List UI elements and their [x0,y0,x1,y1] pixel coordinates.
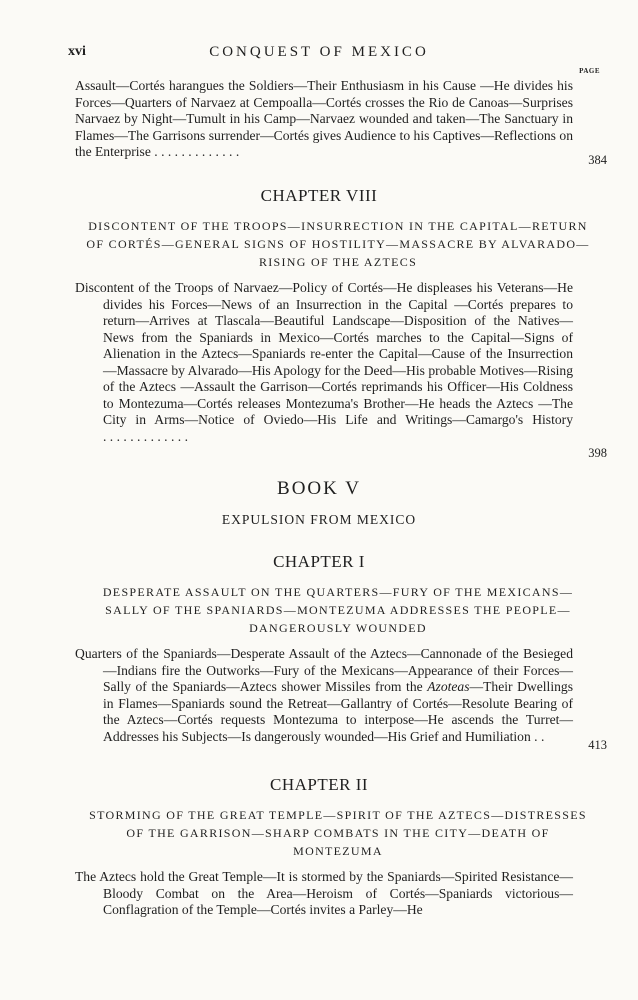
summary-line: MONTEZUMA [293,844,383,858]
chapter-summary [70,806,606,860]
summary-line: SALLY OF THE SPANIARDS—MONTEZUMA ADDRESSES THE PEOPLE— [105,603,571,617]
entry-text-italic: Azoteas [427,679,470,694]
contents-entry [75,646,607,752]
page-number: 413 [588,738,607,752]
running-head [70,44,568,64]
chapter-summary [70,217,606,271]
contents-entry [75,280,607,460]
dot-leader: . . . . . . . . . . . . . [154,144,240,159]
summary-line: DISCONTENT OF THE TROOPS—INSURRECTION IN THE CAPITAL—RETURN [88,219,588,233]
summary-line: OF THE GARRISON—SHARP COMBATS IN THE CITY—DEATH OF [126,826,550,840]
entry-text: —Their Dwellings in Flames—Spaniards sound the Retreat—Gallantry of Cortés—Resolute Bearing of the Aztecs—Cortés requests Montezuma to interpose—He ascends the Turret—Addresses his Subjects—Is dangerously wounded—His Grief and Humiliation [103,679,573,744]
entry-text: Quarters of the Spaniards—Desperate Assault of the Aztecs—Cannonade of the Besieged—Indians fire the Outworks—Fury of the Mexicans—Appearance of their Forces—Sally of the Spaniards—Aztecs shower Missiles from the [75,646,573,694]
chapter-heading: CHAPTER VIII [260,186,378,205]
entry-text: The Aztecs hold the Great Temple—It is stormed by the Spaniards—Spirited Resistance—Bloody Combat on the Area—Heroism of Cortés—Spaniards victorious—Conflagration of the Temple—Cortés invites a Parley—He [75,869,573,917]
book-subtitle: EXPULSION FROM MEXICO [221,512,417,527]
page-folio: xvi [68,44,86,59]
page-column-label: PAGE [579,67,600,75]
summary-line: DANGEROUSLY WOUNDED [249,621,427,635]
summary-line: RISING OF THE AZTECS [258,255,418,269]
entry-text: Assault—Cortés harangues the Soldiers—Their Enthusiasm in his Cause —He divides his Forces—Quarters of Narvaez at Cempoalla—Cortés crosses the Rio de Canoas—Surprises Narvaez by Night—Tumult in his Camp—Narvaez wounded and taken—The Sanctuary in Flames—The Garrisons surrender—Cortés gives Audience to his Captives—Reflections on the Enterprise [75,78,573,159]
dot-leader: . . . . . . . . . . . . . [103,428,188,444]
summary-line: OF CORTÉS—GENERAL SIGNS OF HOSTILITY—MASSACRE BY ALVARADO— [86,237,590,251]
book-heading: BOOK V [277,478,361,499]
entry-text: Discontent of the Troops of Narvaez—Policy of Cortés—He displeases his Veterans—He divides his Forces—News of an Insurrection in the Capital —Cortés prepares to return—Arrives at Tlascala—Beautiful Landscape—Disposition of the Natives—News from the Spaniards in Mexico—Cortés marches to the Capital—Signs of Alienation in the Aztecs—Spaniards re-enter the Capital—Cause of the Insurrection—Massacre by Alvarado—His Apology for the Deed—His probable Motives—Rising of the Aztecs —Assault the Garrison—Cortés reprimands his Officer—His Coldness to Montezuma—Cortés releases Montezuma's Brother—He heads the Aztecs —The City in Arms—Notice of Oviedo—His Life and Writings—Camargo's History [75,280,573,427]
summary-line: STORMING OF THE GREAT TEMPLE—SPIRIT OF THE AZTECS—DISTRESSES [89,808,587,822]
dot-leader: . . [534,728,545,744]
summary-line: DESPERATE ASSAULT ON THE QUARTERS—FURY OF THE MEXICANS— [102,585,574,599]
running-title: CONQUEST OF MEXICO [209,44,429,60]
page-number: 398 [588,446,607,460]
contents-entry-continued [75,78,607,167]
chapter-summary [70,583,606,637]
contents-entry [75,869,573,919]
page-number: 384 [588,153,607,167]
chapter-heading: CHAPTER II [269,775,369,794]
chapter-heading: CHAPTER I [273,552,365,571]
